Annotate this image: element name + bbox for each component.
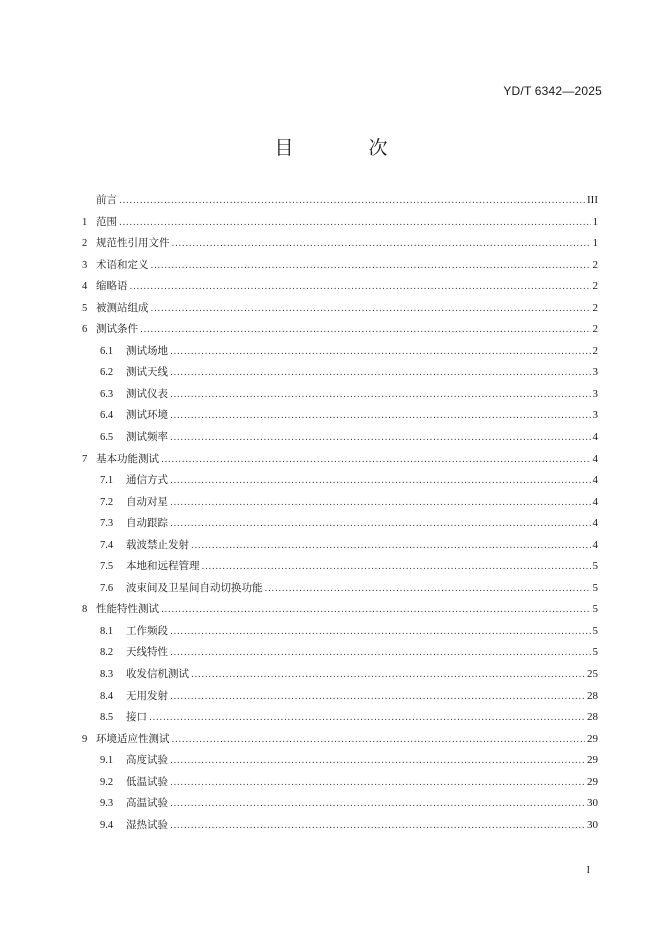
toc-title: 目 次: [274, 137, 416, 159]
toc-entry-title: 天线特性: [126, 646, 168, 659]
dot-leader: [170, 514, 591, 536]
toc-entry-number: 6.3: [100, 388, 114, 400]
toc-entry-number: 7.5: [100, 561, 114, 573]
toc-entry-number: 6.1: [100, 345, 114, 357]
toc-entry[interactable]: [82, 427, 598, 449]
toc-entry[interactable]: [82, 750, 598, 772]
dot-leader: [151, 299, 591, 321]
toc-entry-title: 被测站组成: [96, 301, 149, 314]
toc-entry-page: 4: [592, 452, 598, 465]
toc-entry-number: 7.3: [100, 518, 114, 530]
toc-entry-number: 8.4: [100, 690, 114, 702]
toc-entry-number: 7.4: [100, 539, 114, 551]
dot-leader: [170, 471, 591, 493]
toc-entry[interactable]: [82, 556, 598, 578]
toc-entry-title: 高温试验: [126, 797, 168, 810]
dot-leader: [170, 773, 585, 795]
toc-entry-page: 4: [592, 538, 598, 551]
toc-entry-title: 缩略语: [96, 280, 128, 293]
toc-entry-title: 波束间及卫星间自动切换功能: [126, 581, 263, 594]
toc-entry-title: 基本功能测试: [96, 452, 159, 465]
toc-entry-number: 9.2: [100, 776, 114, 788]
dot-leader: [119, 213, 591, 235]
toc-entry[interactable]: [82, 449, 598, 471]
dot-leader: [170, 794, 585, 816]
toc-entry-number: 5: [82, 302, 88, 314]
toc-entry-title: 收发信机测试: [126, 668, 189, 681]
toc-entry-page: 3: [592, 366, 598, 379]
toc-entry-page: 5: [592, 646, 598, 659]
toc-entry-number: 3: [82, 259, 88, 271]
toc-entry[interactable]: [82, 276, 598, 298]
toc-entry-page: 3: [592, 409, 598, 422]
toc-entry[interactable]: [82, 470, 598, 492]
toc-entry[interactable]: [82, 664, 598, 686]
toc-entry-number: 6.4: [100, 410, 114, 422]
toc-entry[interactable]: [82, 384, 598, 406]
toc-entry-number: 8.5: [100, 712, 114, 724]
toc-entry-number: 7: [82, 453, 88, 465]
toc-entry[interactable]: [82, 319, 598, 341]
toc-entry-page: 2: [592, 280, 598, 293]
toc-entry-page: 30: [587, 818, 598, 831]
toc-entry-number: 8.1: [100, 625, 114, 637]
toc-entry-title: 范围: [96, 215, 117, 228]
page-number: I: [586, 865, 590, 876]
toc-entry[interactable]: [82, 492, 598, 514]
dot-leader: [172, 730, 586, 752]
toc-entry-page: 28: [587, 711, 598, 724]
toc-entry-page: 30: [587, 797, 598, 810]
toc-entry-number: 9.3: [100, 798, 114, 810]
dot-leader: [170, 751, 585, 773]
toc-entry[interactable]: [82, 233, 598, 255]
dot-leader: [191, 665, 585, 687]
toc-entry[interactable]: [82, 707, 598, 729]
document-code: YD/T 6342—2025: [503, 84, 602, 98]
dot-leader: [170, 493, 591, 515]
toc-entry-title: 湿热试验: [126, 818, 168, 831]
toc-entry-page: 29: [587, 775, 598, 788]
toc-entry[interactable]: [82, 298, 598, 320]
toc-entry-page: 5: [592, 603, 598, 616]
toc-entry-number: 1: [82, 216, 88, 228]
toc-entry-title: 测试场地: [126, 344, 168, 357]
toc-entry-page: 4: [592, 474, 598, 487]
dot-leader: [130, 277, 591, 299]
toc-entry[interactable]: [82, 729, 598, 751]
toc-entry-title: 测试仪表: [126, 387, 168, 400]
toc-entry-title: 测试天线: [126, 366, 168, 379]
toc-entry-number: 7.1: [100, 475, 114, 487]
toc-entry-page: 29: [587, 754, 598, 767]
toc-entry-title: 规范性引用文件: [96, 237, 170, 250]
dot-leader: [140, 320, 591, 342]
toc-entry-page: 4: [592, 517, 598, 530]
dot-leader: [170, 643, 591, 665]
dot-leader: [191, 536, 591, 558]
toc-entry[interactable]: [82, 405, 598, 427]
toc-entry-page: 29: [587, 732, 598, 745]
dot-leader: [170, 363, 591, 385]
toc-entry-number: 6.2: [100, 367, 114, 379]
toc-entry-number: 9: [82, 733, 88, 745]
dot-leader: [161, 450, 591, 472]
toc-entry-page: 5: [592, 581, 598, 594]
toc-entry-page: 4: [592, 495, 598, 508]
toc-entry-number: 6.5: [100, 432, 114, 444]
toc-entry-title: 性能特性测试: [96, 603, 159, 616]
dot-leader: [149, 708, 585, 730]
toc-entry-title: 前言: [96, 194, 117, 206]
toc-entry-number: 8.3: [100, 669, 114, 681]
toc-entry-title: 自动对星: [126, 495, 168, 508]
toc-entry-title: 测试条件: [96, 323, 138, 336]
toc-entry-page: 1: [592, 237, 598, 250]
toc-entry[interactable]: [82, 599, 598, 621]
toc-entry[interactable]: [82, 578, 598, 600]
toc-entry[interactable]: [82, 793, 598, 815]
toc-entry[interactable]: [82, 341, 598, 363]
toc-entry-title: 工作频段: [126, 624, 168, 637]
toc-entry-number: 9.1: [100, 755, 114, 767]
toc-entry-number: 6: [82, 324, 88, 336]
dot-leader: [170, 622, 591, 644]
toc-entry-title: 测试环境: [126, 409, 168, 422]
toc-entry-page: 5: [592, 560, 598, 573]
toc-entry-number: 9.4: [100, 819, 114, 831]
toc-entry-page: III: [587, 194, 598, 206]
toc-entry-page: 2: [592, 258, 598, 271]
toc-entry-number: 7.2: [100, 496, 114, 508]
table-of-contents: [82, 190, 598, 836]
toc-entry[interactable]: [82, 212, 598, 234]
toc-entry-title: 通信方式: [126, 474, 168, 487]
toc-entry-number: 8.2: [100, 647, 114, 659]
toc-entry[interactable]: [82, 815, 598, 837]
toc-entry[interactable]: [82, 190, 598, 212]
toc-entry-page: 1: [592, 215, 598, 228]
toc-entry-title: 本地和远程管理: [126, 560, 200, 573]
toc-entry-number: 4: [82, 281, 88, 293]
toc-entry[interactable]: [82, 621, 598, 643]
toc-entry-title: 环境适应性测试: [96, 732, 170, 745]
toc-entry-title: 低温试验: [126, 775, 168, 788]
toc-entry-page: 3: [592, 387, 598, 400]
dot-leader: [161, 600, 591, 622]
toc-entry-title: 高度试验: [126, 754, 168, 767]
toc-entry-title: 载波禁止发射: [126, 538, 189, 551]
dot-leader: [151, 256, 591, 278]
dot-leader: [202, 557, 591, 579]
toc-entry-page: 2: [592, 301, 598, 314]
toc-entry-title: 测试频率: [126, 431, 168, 444]
dot-leader: [170, 816, 585, 838]
toc-entry-title: 自动跟踪: [126, 517, 168, 530]
toc-entry-title: 接口: [126, 711, 147, 724]
toc-entry-page: 28: [587, 689, 598, 702]
dot-leader: [170, 687, 585, 709]
dot-leader: [172, 234, 591, 256]
toc-entry[interactable]: [82, 513, 598, 535]
dot-leader: [170, 385, 591, 407]
dot-leader: [170, 342, 591, 364]
toc-entry[interactable]: [82, 255, 598, 277]
toc-entry-title: 术语和定义: [96, 258, 149, 271]
dot-leader: [170, 428, 591, 450]
toc-entry-number: 2: [82, 238, 88, 250]
toc-entry[interactable]: [82, 362, 598, 384]
toc-entry[interactable]: [82, 772, 598, 794]
toc-entry[interactable]: [82, 535, 598, 557]
toc-entry-page: 5: [592, 624, 598, 637]
toc-entry-page: 2: [592, 344, 598, 357]
toc-entry[interactable]: [82, 686, 598, 708]
toc-entry-page: 25: [587, 668, 598, 681]
dot-leader: [170, 406, 591, 428]
toc-entry-number: 8: [82, 604, 88, 616]
toc-entry[interactable]: [82, 642, 598, 664]
toc-entry-page: 4: [592, 431, 598, 444]
toc-entry-title: 无用发射: [126, 689, 168, 702]
dot-leader: [119, 191, 585, 213]
toc-entry-page: 2: [592, 323, 598, 336]
dot-leader: [265, 579, 591, 601]
toc-entry-number: 7.6: [100, 582, 114, 594]
